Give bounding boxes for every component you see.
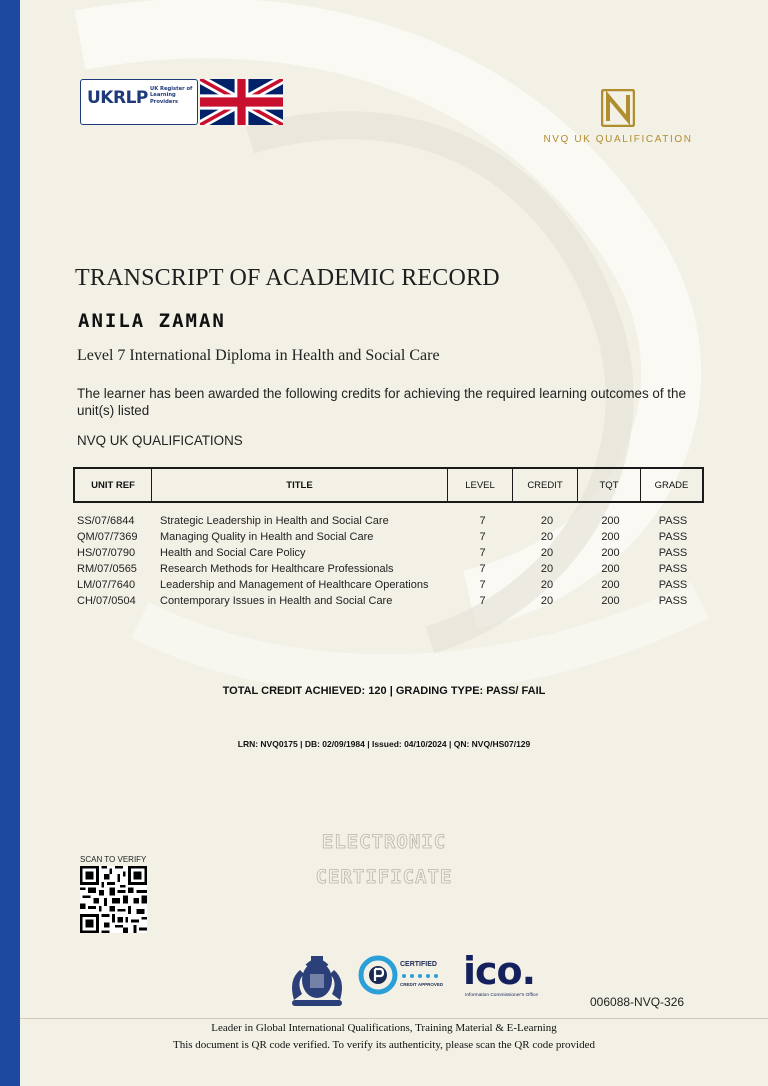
star-rating-icon [400,973,454,979]
document-title: TRANSCRIPT OF ACADEMIC RECORD [75,265,500,291]
cell-tqt: 200 [601,579,620,591]
cell-grade: PASS [658,515,688,527]
cell-tqt: 200 [601,595,620,607]
cell-tqt: 200 [601,563,620,575]
table-row [77,545,704,561]
header-title: TITLE [152,469,448,501]
header-unit-ref: UNIT REF [75,469,152,501]
learner-name: ANILA ZAMAN [78,310,226,332]
awarding-body: NVQ UK QUALIFICATIONS [77,433,243,448]
header-grade: GRADE [654,479,689,491]
header-tqt: TQT [578,469,641,501]
cell-tqt: 200 [601,515,620,527]
header-level: LEVEL [448,469,513,501]
table-row [77,529,704,545]
cell-credit: 20 [540,547,554,559]
cell-credit: 20 [540,531,554,543]
table-row [77,593,704,609]
units-table-header [73,467,704,503]
cell-level: 7 [479,563,486,575]
table-row [77,513,704,529]
cpd-certified-label: CERTIFIED [400,961,437,968]
units-table-body [77,513,704,609]
watermark-line-1: ELECTRONIC [321,831,447,853]
ukrlp-logo-text: UKRLP [87,88,148,108]
brand-caption: NVQ UK QUALIFICATION [543,134,693,145]
cell-title: Health and Social Care Policy [160,547,306,559]
cell-title: Managing Quality in Health and Social Care [160,531,374,543]
footer-tagline: Leader in Global International Qualifications, Training Material & E-Learning [211,1022,557,1034]
cell-credit: 20 [540,579,554,591]
cell-title: Contemporary Issues in Health and Social Care [160,595,393,607]
cell-tqt: 200 [601,547,620,559]
scan-to-verify-label: SCAN TO VERIFY [80,855,147,864]
cell-grade: PASS [658,595,688,607]
certificate-number: 006088-NVQ-326 [590,995,685,1009]
uk-flag-icon [200,79,283,125]
cell-credit: 20 [540,563,554,575]
cell-level: 7 [479,595,486,607]
side-color-bar [0,0,20,1086]
footer-verification-note: This document is QR code verified. To verify its authenticity, please scan the QR code provided [172,1039,595,1051]
cpd-certified-badge [358,955,456,995]
table-row [77,561,704,577]
footer-divider [20,1018,768,1019]
royal-coat-of-arms-icon [280,950,354,1008]
cell-title: Research Methods for Healthcare Professionals [160,563,394,575]
nvq-brand-logo-icon [601,89,635,127]
cell-unit-ref: SS/07/6844 [77,515,135,527]
cell-level: 7 [479,531,486,543]
cpd-approved-label: CREDIT APPROVED [400,982,444,987]
cell-level: 7 [479,579,486,591]
total-credit: TOTAL CREDIT ACHIEVED: 120 | GRADING TYPE: PASS/ FAIL [222,685,546,697]
ico-subtitle: Information Commissioner's Office [465,993,539,998]
cell-grade: PASS [658,547,688,559]
ukrlp-logo [80,79,198,125]
ico-logo: ico. [463,949,536,993]
qualification-name: Level 7 International Diploma in Health and Social Care [77,347,440,364]
electronic-certificate-watermark [300,825,468,895]
cell-unit-ref: LM/07/7640 [77,579,136,591]
table-row [77,577,704,593]
cpd-icon [358,955,398,995]
cell-unit-ref: QM/07/7369 [77,531,138,543]
cell-title: Leadership and Management of Healthcare Operations [160,579,429,591]
cell-unit-ref: CH/07/0504 [77,595,136,607]
cell-unit-ref: HS/07/0790 [77,547,136,559]
intro-text: The learner has been awarded the following credits for achieving the required learning outcomes of the unit(s) listed [77,386,686,418]
learner-meta: LRN: NVQ0175 | DB: 02/09/1984 | Issued: 04/10/2024 | QN: NVQ/HS07/129 [237,739,531,749]
cell-grade: PASS [658,531,688,543]
cell-credit: 20 [540,595,554,607]
cell-unit-ref: RM/07/0565 [77,563,137,575]
cell-title: Strategic Leadership in Health and Social Care [160,515,389,527]
cell-level: 7 [479,547,486,559]
ukrlp-tagline: UK Register of Learning Providers [150,86,193,105]
cell-grade: PASS [658,579,688,591]
qr-code-icon[interactable] [80,866,147,933]
cell-level: 7 [479,515,486,527]
header-credit: CREDIT [513,469,578,501]
cell-grade: PASS [658,563,688,575]
watermark-line-2: CERTIFICATE [315,866,453,888]
cell-tqt: 200 [601,531,620,543]
cell-credit: 20 [540,515,554,527]
